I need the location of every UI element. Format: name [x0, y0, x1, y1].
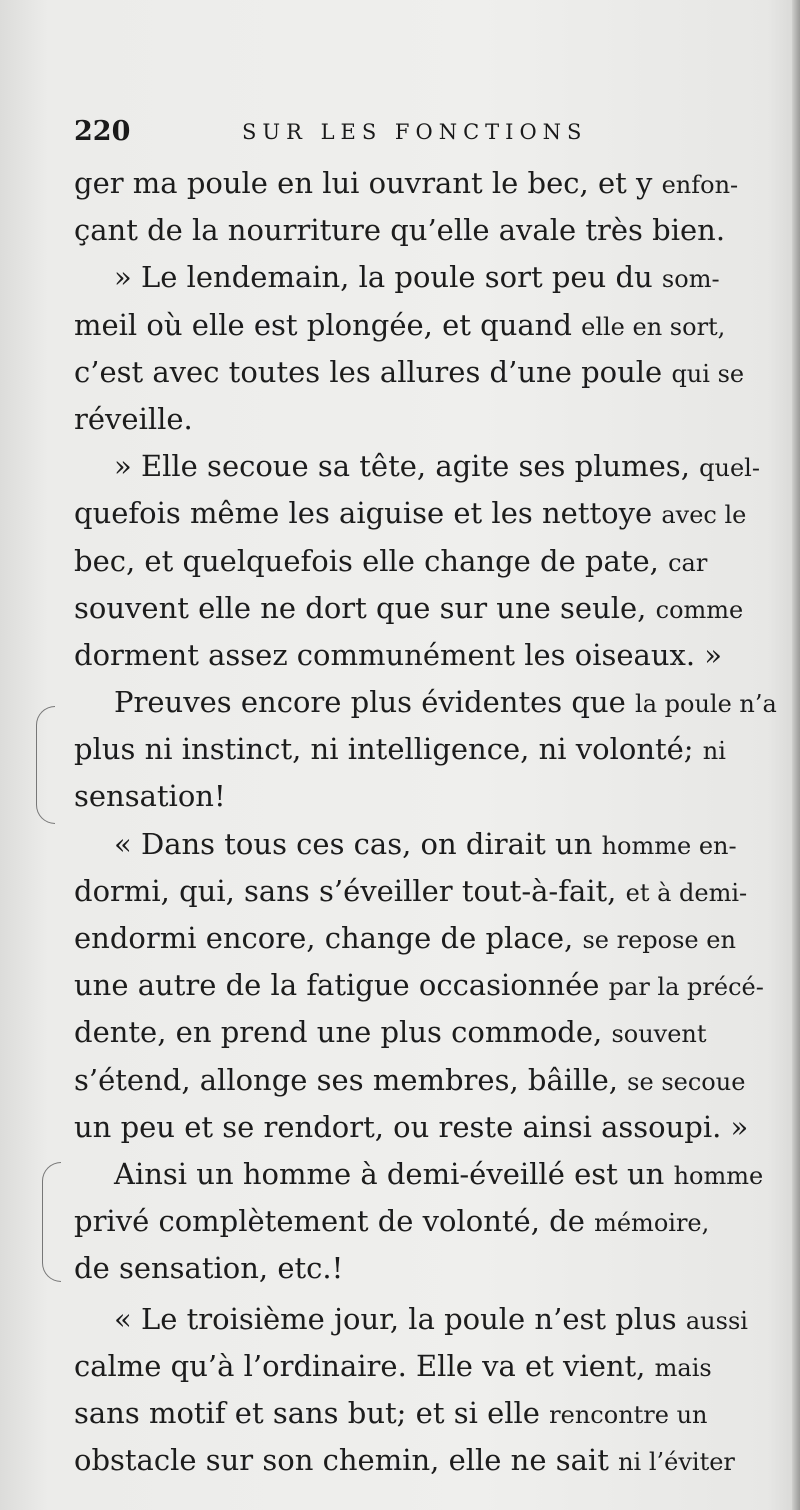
text-line: « Le troisième jour, la poule n’est plus aussi	[114, 1301, 748, 1336]
page-header	[74, 116, 774, 156]
text-line: privé complètement de volonté, de mémoire,	[74, 1204, 710, 1239]
text-line: réveille.	[74, 401, 193, 436]
page-number: 220	[74, 116, 131, 147]
text-line: çant de la nourriture qu’elle avale très bien.	[74, 213, 726, 248]
text-line: Preuves encore plus évidentes que la poule n’a	[114, 685, 777, 720]
margin-bracket-mark	[36, 706, 55, 824]
text-line: endormi encore, change de place, se repose en	[74, 921, 736, 955]
text-line: calme qu’à l’ordinaire. Elle va et vient, mais	[74, 1348, 712, 1383]
text-line: « Dans tous ces cas, on dirait un homme en-	[114, 826, 737, 861]
text-line: sensation!	[74, 779, 226, 814]
text-line: dente, en prend une plus commode, souvent	[74, 1015, 707, 1050]
text-line: » Le lendemain, la poule sort peu du som-	[114, 260, 720, 295]
text-line: ger ma poule en lui ouvrant le bec, et y enfon-	[74, 166, 739, 200]
text-line: dormi, qui, sans s’éveiller tout-à-fait, et à demi-	[74, 873, 748, 908]
text-line: s’étend, allonge ses membres, bâille, se secoue	[74, 1062, 746, 1097]
text-line: dorment assez communément les oiseaux. »	[74, 637, 723, 672]
text-line: bec, et quelquefois elle change de pate, car	[74, 543, 708, 578]
text-line: quefois même les aiguise et les nettoye avec le	[74, 496, 747, 531]
text-line: plus ni instinct, ni intelligence, ni volonté; ni	[74, 732, 726, 767]
text-line: c’est avec toutes les allures d’une poule qui se	[74, 354, 745, 389]
body-text	[74, 160, 786, 1484]
text-line: obstacle sur son chemin, elle ne sait ni l’éviter	[74, 1443, 735, 1478]
margin-bracket-mark	[42, 1162, 61, 1282]
text-line: Ainsi un homme à demi-éveillé est un homme	[114, 1156, 764, 1191]
text-line: sans motif et sans but; et si elle rencontre un	[74, 1395, 708, 1430]
text-line: meil où elle est plongée, et quand elle en sort,	[74, 307, 726, 342]
text-line: un peu et se rendort, ou reste ainsi assoupi. »	[74, 1109, 749, 1144]
text-line: de sensation, etc.!	[74, 1251, 344, 1286]
text-line: » Elle secoue sa tête, agite ses plumes, quel-	[114, 449, 760, 484]
running-head: SUR LES FONCTIONS	[242, 120, 588, 144]
text-line: une autre de la fatigue occasionnée par la précé-	[74, 968, 764, 1003]
text-line: souvent elle ne dort que sur une seule, comme	[74, 590, 744, 625]
